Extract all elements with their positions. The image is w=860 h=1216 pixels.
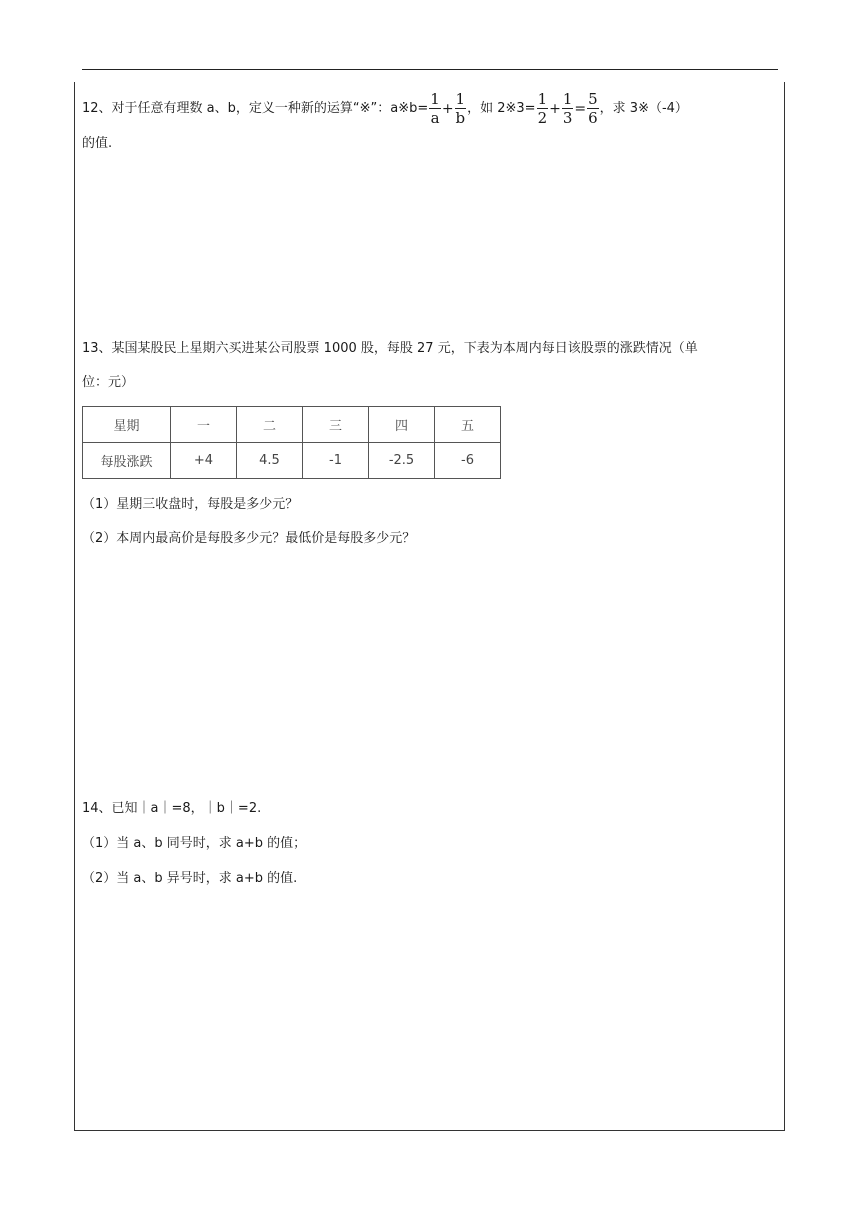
q12-equals: = <box>574 101 587 117</box>
q12-def-fraction-1: $\frac{1}{a}$ <box>430 90 440 127</box>
q14-statement: 14、已知｜a｜=8，｜b｜=2. <box>82 801 262 816</box>
q13-statement-line-2: 位：元） <box>82 375 135 390</box>
q12-prefix: 12、对于任意有理数 a、b，定义一种新的运算“※”：a※b= <box>82 101 429 116</box>
q12-plus-1: + <box>441 101 454 117</box>
q12-ex-fraction-1: $\frac{1}{2}$ <box>537 90 548 127</box>
table-cell: 三 <box>303 407 369 443</box>
table-cell: 二 <box>237 407 303 443</box>
q14-part-2: （2）当 a、b 异号时，求 a+b 的值. <box>82 871 298 886</box>
table-row <box>83 443 501 479</box>
table-cell: 五 <box>435 407 501 443</box>
q12-suffix: ，求 3※（-4） <box>599 101 688 116</box>
q13-part-1: （1）星期三收盘时，每股是多少元？ <box>82 497 299 512</box>
page-frame <box>74 82 785 1131</box>
header-rule <box>82 69 778 70</box>
table-cell: 四 <box>369 407 435 443</box>
table-cell: 4.5 <box>237 443 303 479</box>
table-header-row <box>83 407 501 443</box>
q12-statement <box>82 92 688 126</box>
stock-change-table <box>82 406 501 479</box>
table-cell: 一 <box>171 407 237 443</box>
q12-plus-2: + <box>549 101 561 117</box>
table-cell: -6 <box>435 443 501 479</box>
q12-ex-fraction-2: $\frac{1}{3}$ <box>562 90 573 127</box>
q12-line-2: 的值. <box>82 136 113 151</box>
q13-part-2: （2）本周内最高价是每股多少元？最低价是每股多少元？ <box>82 531 416 546</box>
table-cell: -2.5 <box>369 443 435 479</box>
q12-def-fraction-2: $\frac{1}{b}$ <box>455 90 466 127</box>
table-cell: 星期 <box>83 407 171 443</box>
q12-ex-result: $\frac{5}{6}$ <box>588 90 598 127</box>
q12-example-prefix: ，如 2※3= <box>467 101 536 116</box>
table-cell: -1 <box>303 443 369 479</box>
q13-statement: 13、某国某股民上星期六买进某公司股票 1000 股，每股 27 元，下表为本周内每日该股票的涨跌情况（单 <box>82 341 698 356</box>
q14-part-1: （1）当 a、b 同号时，求 a+b 的值； <box>82 836 307 851</box>
table-cell: +4 <box>171 443 237 479</box>
table-cell: 每股涨跌 <box>83 443 171 479</box>
